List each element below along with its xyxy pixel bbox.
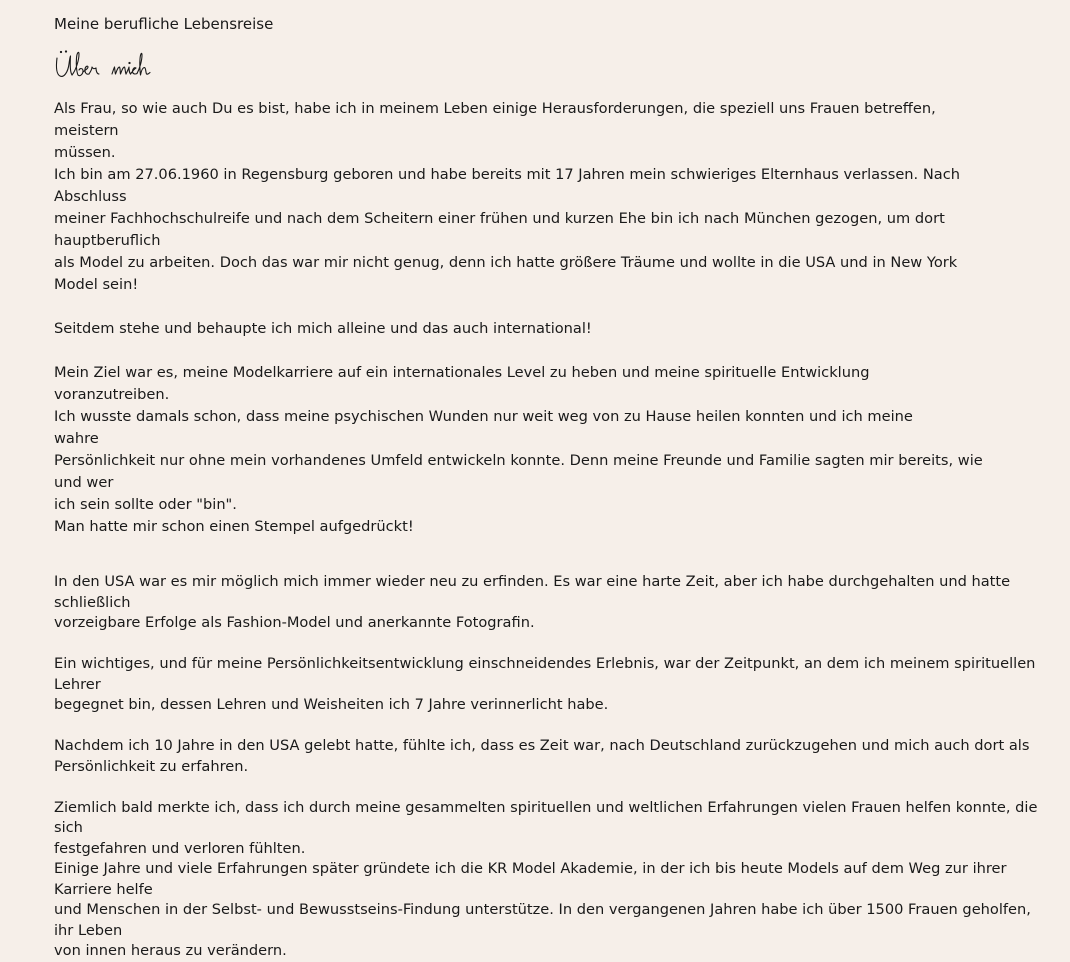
story-line: Persönlichkeit zu erfahren. [54,757,249,775]
intro-line: meiner Fachhochschulreife und nach dem Scheitern einer frühen und kurzen Ehe bin ich nach München gezogen, um dort hauptberuflich [54,210,945,249]
story-line: begegnet bin, dessen Lehren und Weisheiten ich 7 Jahre verinnerlicht habe. [54,696,609,713]
script-title [54,48,1070,88]
story-line: Nachdem ich 10 Jahre in den USA gelebt hatte, fühlte ich, dass es Zeit war, nach Deutschland zurückzugehen und mich auch dort als [54,737,1030,754]
story-line: Einige Jahre und viele Erfahrungen später gründete ich die KR Model Akademie, in der ich bis heute Models auf dem Weg zur ihrer Karriere helfe [54,860,1007,898]
story-line: vorzeigbare Erfolge als Fashion-Model und anerkannte Fotografin. [54,614,535,631]
story-line: von innen heraus zu verändern. [54,942,287,959]
intro-line: Mein Ziel war es, meine Modelkarriere auf ein internationales Level zu heben und meine spirituelle Entwicklung voranzutreiben. [54,364,870,403]
story-line: Ein wichtiges, und für meine Persönlichkeitsentwicklung einschneidendes Erlebnis, war der Zeitpunkt, an dem ich meinem spirituellen Lehrer [54,655,1036,693]
story-line: Ziemlich bald merkte ich, dass ich durch meine gesammelten spirituellen und weltlichen Erfahrungen vielen Frauen helfen konnte, die sich [54,798,1038,836]
intro-line: Als Frau, so wie auch Du es bist, habe ich in meinem Leben einige Herausforderungen, die speziell uns Frauen betreffen, meistern [54,100,936,139]
intro-line: ich sein sollte oder "bin". [54,496,237,513]
intro-line: Ich wusste damals schon, dass meine psychischen Wunden nur weit weg von zu Hause heilen konnten und ich meine wahre [54,408,913,447]
story-line: und Menschen in der Selbst- und Bewusstseins-Findung unterstütze. In den vergangenen Jahren habe ich über 1500 Frauen geholfen, ihr Leben [54,901,1031,939]
intro-line: müssen. [54,144,116,161]
intro-line: Persönlichkeit nur ohne mein vorhandenes Umfeld entwickeln konnte. Denn meine Freunde und Familie sagten mir bereits, wie und wer [54,452,983,491]
page-kicker: Meine berufliche Lebensreise [54,15,274,33]
intro-line: Ich bin am 27.06.1960 in Regensburg geboren und habe bereits mit 17 Jahren mein schwieriges Elternhaus verlassen. Nach Abschluss [54,166,960,205]
intro-section [54,98,983,538]
story-line: In den USA war es mir möglich mich immer wieder neu zu erfinden. Es war eine harte Zeit, aber ich habe durchgehalten und hatte schließlich [54,573,1011,611]
intro-line: Man hatte mir schon einen Stempel aufgedrückt! [54,518,414,535]
intro-line: Seitdem stehe und behaupte ich mich alleine und das auch international! [54,320,592,337]
story-line: festgefahren und verloren fühlten. [54,839,306,857]
script-title-signature [54,48,164,82]
intro-line: als Model zu arbeiten. Doch das war mir nicht genug, denn ich hatte größere Träume und wollte in die USA und in New York Model sein! [54,254,958,293]
story-section [54,572,1044,962]
